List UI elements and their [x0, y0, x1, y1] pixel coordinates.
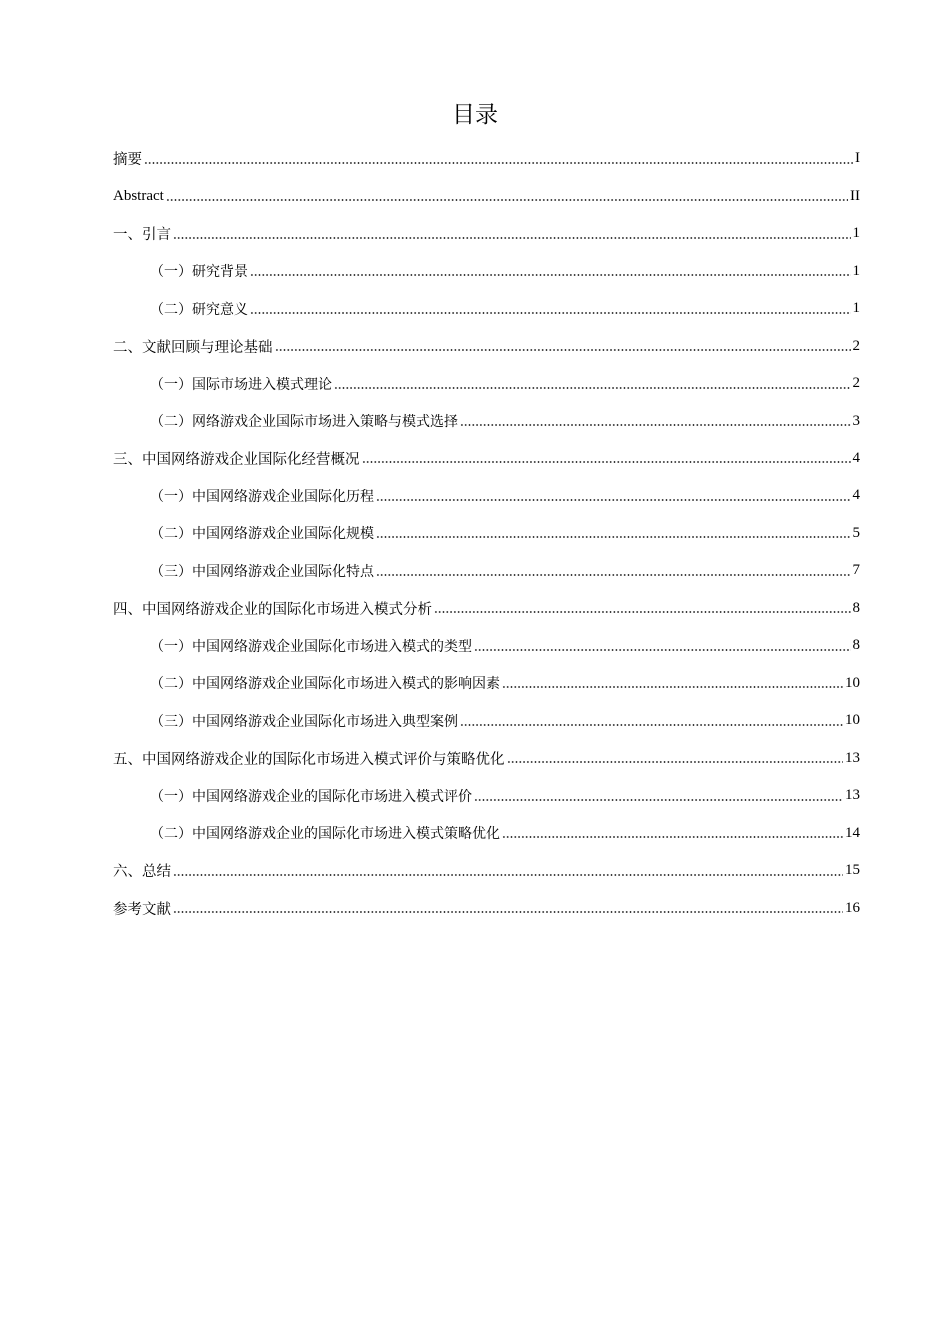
toc-entry-section-4-2[interactable]: [113, 665, 860, 702]
toc-entry-label: 六、总结: [113, 864, 171, 881]
toc-leader-dots: [502, 835, 843, 839]
toc-entry-chapter-2[interactable]: [113, 327, 860, 364]
toc-entry-label: 参考文献: [113, 901, 171, 918]
toc-leader-dots: [173, 873, 843, 877]
toc-entry-page: I: [855, 150, 860, 167]
toc-entry-section-4-3[interactable]: [113, 702, 860, 739]
toc-entry-label: 四、中国网络游戏企业的国际化市场进入模式分析: [113, 601, 432, 618]
toc-entry-label: 三、中国网络游戏企业国际化经营概况: [113, 451, 360, 468]
toc-entry-section-4-1[interactable]: [113, 627, 860, 664]
toc-entry-page: 4: [852, 449, 860, 466]
toc-entry-page: 8: [852, 599, 860, 616]
toc-entry-page: 1: [852, 225, 860, 242]
toc-entry-page: 16: [845, 899, 860, 916]
toc-entry-label: （一）中国网络游戏企业国际化历程: [150, 488, 374, 505]
toc-entry-page: 7: [852, 562, 860, 579]
toc-entry-page: 15: [845, 862, 860, 879]
toc-entry-label: （三）中国网络游戏企业国际化市场进入典型案例: [150, 713, 458, 730]
toc-leader-dots: [474, 798, 843, 802]
toc-entry-label: （二）研究意义: [150, 301, 248, 318]
toc-leader-dots: [502, 685, 843, 689]
toc-entry-label: Abstract: [113, 187, 164, 204]
toc-leader-dots: [376, 535, 851, 539]
toc-leader-dots: [250, 311, 851, 315]
toc-entry-chapter-1[interactable]: [113, 215, 860, 252]
toc-entry-label: （二）中国网络游戏企业国际化市场进入模式的影响因素: [150, 676, 500, 693]
toc-entry-label: （二）网络游戏企业国际市场进入策略与模式选择: [150, 414, 458, 431]
toc-entry-page: 2: [852, 337, 860, 354]
toc-entry-chapter-4[interactable]: [113, 590, 860, 627]
toc-entry-page: 10: [845, 712, 860, 729]
toc-leader-dots: [362, 460, 851, 464]
toc-entry-page: 1: [852, 300, 860, 317]
toc-entry-section-1-1[interactable]: [113, 252, 860, 289]
toc-entry-page: 10: [845, 674, 860, 691]
toc-entry-references[interactable]: [113, 889, 860, 926]
toc-entry-section-5-2[interactable]: [113, 814, 860, 851]
toc-entry-page: 2: [852, 375, 860, 392]
toc-entry-section-2-1[interactable]: [113, 365, 860, 402]
toc-entry-page: 1: [852, 262, 860, 279]
toc-entry-label: （二）中国网络游戏企业国际化规模: [150, 526, 374, 543]
table-of-contents: [113, 140, 860, 927]
toc-entry-abstract-en[interactable]: [113, 177, 860, 214]
toc-entry-label: （一）研究背景: [150, 264, 248, 281]
toc-entry-label: （一）中国网络游戏企业的国际化市场进入模式评价: [150, 788, 472, 805]
toc-entry-section-3-3[interactable]: [113, 552, 860, 589]
toc-entry-label: 一、引言: [113, 227, 171, 244]
toc-leader-dots: [144, 161, 853, 165]
toc-entry-page: 4: [852, 487, 860, 504]
toc-entry-section-1-2[interactable]: [113, 290, 860, 327]
toc-entry-label: （一）国际市场进入模式理论: [150, 376, 332, 393]
toc-entry-label: （二）中国网络游戏企业的国际化市场进入模式策略优化: [150, 826, 500, 843]
toc-entry-section-3-2[interactable]: [113, 515, 860, 552]
toc-entry-chapter-6[interactable]: [113, 852, 860, 889]
toc-leader-dots: [460, 723, 843, 727]
toc-entry-chapter-3[interactable]: [113, 440, 860, 477]
page-title: 目录: [452, 102, 498, 128]
toc-leader-dots: [376, 573, 851, 577]
toc-entry-label: （三）中国网络游戏企业国际化特点: [150, 563, 374, 580]
toc-entry-page: 8: [852, 637, 860, 654]
toc-entry-label: 摘要: [113, 152, 142, 169]
toc-leader-dots: [460, 423, 851, 427]
toc-entry-section-2-2[interactable]: [113, 402, 860, 439]
toc-leader-dots: [166, 198, 848, 202]
toc-entry-chapter-5[interactable]: [113, 740, 860, 777]
toc-entry-page: 13: [845, 749, 860, 766]
toc-entry-label: 二、文献回顾与理论基础: [113, 339, 273, 356]
toc-leader-dots: [334, 386, 851, 390]
toc-leader-dots: [474, 648, 851, 652]
toc-entry-page: 3: [852, 412, 860, 429]
toc-leader-dots: [434, 610, 851, 614]
toc-entry-section-3-1[interactable]: [113, 477, 860, 514]
toc-leader-dots: [173, 236, 851, 240]
toc-leader-dots: [173, 910, 843, 914]
toc-entry-page: II: [850, 187, 860, 204]
toc-leader-dots: [507, 760, 844, 764]
toc-entry-section-5-1[interactable]: [113, 777, 860, 814]
toc-entry-label: （一）中国网络游戏企业国际化市场进入模式的类型: [150, 638, 472, 655]
toc-entry-page: 14: [845, 824, 860, 841]
toc-entry-abstract-cn[interactable]: [113, 140, 860, 177]
toc-leader-dots: [376, 498, 851, 502]
toc-entry-page: 13: [845, 787, 860, 804]
toc-entry-page: 5: [852, 524, 860, 541]
toc-leader-dots: [250, 273, 851, 277]
toc-leader-dots: [275, 348, 851, 352]
toc-entry-label: 五、中国网络游戏企业的国际化市场进入模式评价与策略优化: [113, 751, 505, 768]
